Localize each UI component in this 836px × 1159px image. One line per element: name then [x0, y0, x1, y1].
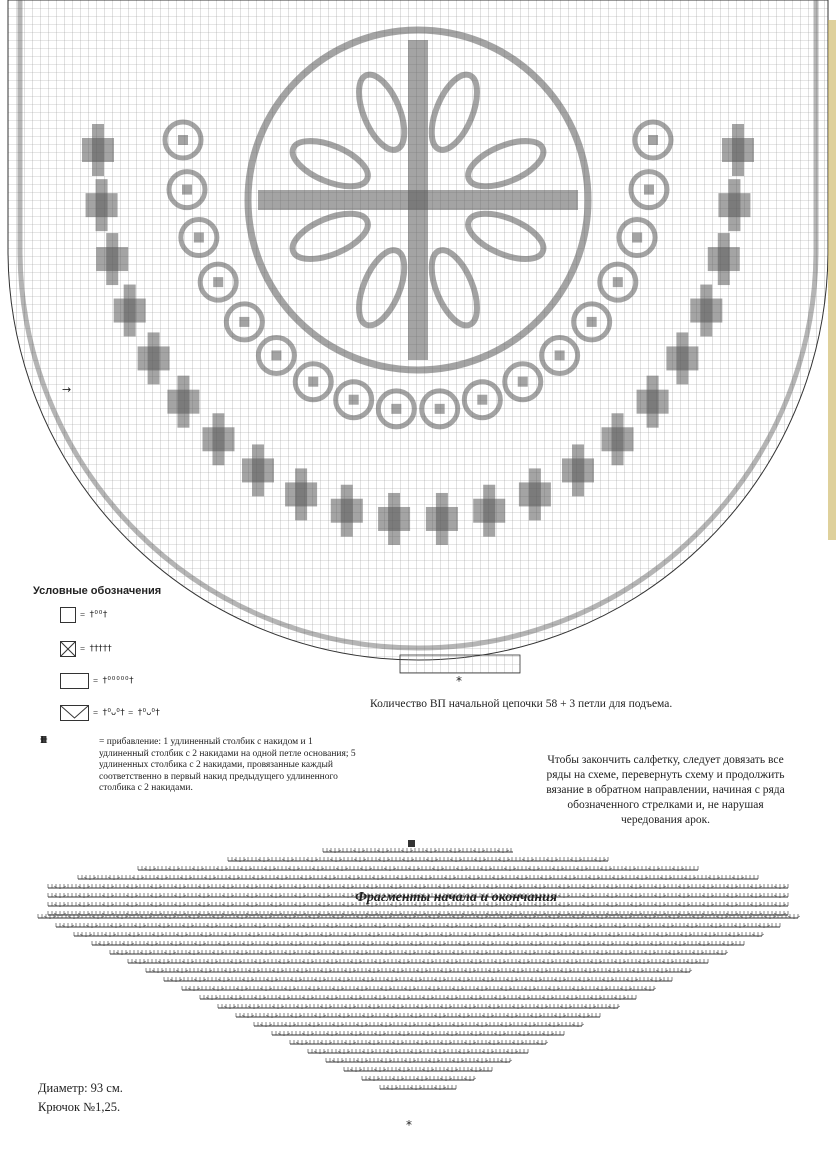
legend-row-v-rectangle	[60, 705, 159, 721]
fragments-title: Фрагменты начала и окончания	[355, 890, 558, 905]
increase-symbol: ⱡⱡⱡⱡⱡⱡⱡ	[40, 735, 46, 746]
legend-code-empty-square: †ᴼᴼ†	[89, 610, 107, 620]
legend-title: Условные обозначения	[33, 585, 162, 597]
empty-square-icon	[60, 607, 76, 623]
diameter-spec: Диаметр: 93 см.	[38, 1081, 123, 1095]
legend-row-wide-rectangle	[60, 673, 133, 689]
start-asterisk-bottom: *	[406, 1118, 412, 1132]
legend-equals: =	[80, 644, 86, 654]
chain-count-note: Количество ВП начальной цепочки 58 + 3 петли для подъема.	[370, 698, 673, 710]
start-asterisk-top: *	[456, 674, 462, 688]
row-arrow-marker: →	[62, 383, 72, 396]
v-rectangle-icon	[60, 705, 89, 721]
legend-equals: =	[80, 610, 86, 620]
legend-code-v-rectangle: †ᴼᴗᴼ†	[102, 708, 125, 718]
wide-rectangle-icon	[60, 673, 89, 689]
start-square-icon	[408, 840, 415, 847]
page-edge-strip	[828, 20, 836, 540]
legend-code-crossed-square: †††††	[89, 644, 112, 654]
finish-instructions: Чтобы закончить салфетку, следует довязать все ряды на схеме, перевернуть схему и продолжить вязание в обратном направлении, начиная с ряда обозначенного стрелками и, не нарушая чередования арок.	[546, 754, 785, 826]
legend-equals: =	[93, 676, 99, 686]
legend-equals: =	[93, 708, 99, 718]
legend-row-crossed-square	[60, 641, 111, 657]
doily-bottom-tab	[400, 655, 520, 673]
legend-row-empty-square	[60, 607, 107, 623]
hook-spec: Крючок №1,25.	[38, 1100, 121, 1114]
crossed-square-icon	[60, 641, 76, 657]
legend-equals: =	[128, 708, 134, 718]
legend-code-wide-rectangle: †ᴼᴼᴼᴼᴼ†	[102, 676, 134, 686]
increase-description: = прибавление: 1 удлиненный столбик с накидом и 1 удлиненный столбик с 2 накидами на одной петле основания; 5 удлиненных столбика с 2 накидами, провязанные каждый соответственно в первый накид предыдущего удлиненного столбика с 2 накидами.	[99, 737, 356, 793]
fragment-chart-end	[38, 914, 800, 1090]
legend-code-v-rectangle-alt: †ᴼᴗᴼ†	[137, 708, 160, 718]
